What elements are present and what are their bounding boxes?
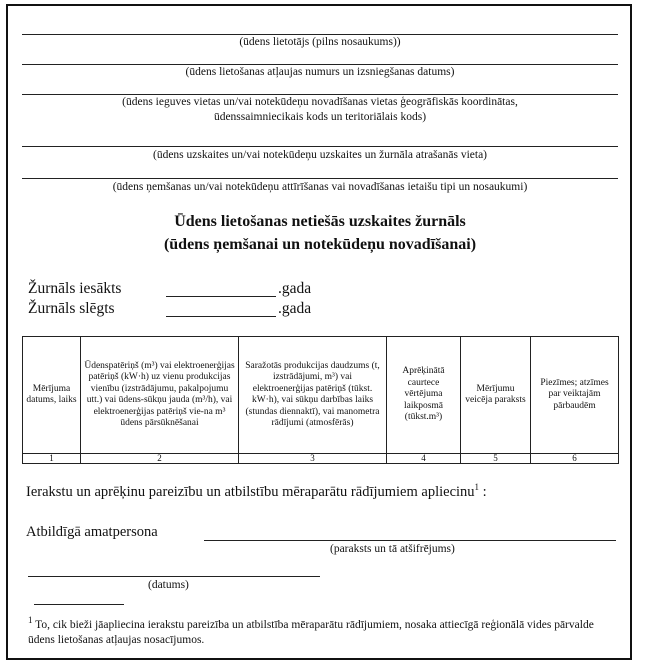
journal-table <box>22 336 619 464</box>
date-caption: (datums) <box>148 579 189 591</box>
responsible-official-label: Atbildīgā amatpersona <box>26 524 158 540</box>
footnote-text: To, cik bieži jāapliecina ierakstu pareizība un atbilstība mēraparātu rādījumiem, nosaka attiecīgā reģionālā vides pārvalde ūdens lietošanas atļaujas nosacījumos. <box>28 618 594 646</box>
footnote <box>28 613 618 648</box>
field-line-facilities <box>22 178 618 179</box>
date-line <box>28 576 320 577</box>
caption-permit: (ūdens lietošanas atļaujas numurs un izsniegšanas datums) <box>185 66 455 78</box>
page-subtitle: (ūdens ņemšanai un notekūdeņu novadīšanai) <box>163 236 477 253</box>
column-number: 3 <box>239 454 387 464</box>
journal-closed-blank <box>166 316 276 317</box>
journal-started-label: Žurnāls iesākts <box>28 280 122 297</box>
footnote-reference: 1 <box>474 482 480 492</box>
column-header-consumption: Ūdenspatēriņš (m³) vai elektroenerģijas patēriņš (kW·h) uz vienu produkcijas vienību (izstrādājumu, pakalpojumu utt.) vai ūdens-sūkņu jauda (m³/h), vai elektroenerģijas patēriņš vie-na m³ ūdens pārsūknēšanai <box>81 337 239 454</box>
journal-closed-year: .gada <box>278 300 312 317</box>
footnote-mark: 1 <box>28 615 33 625</box>
footnote-separator <box>34 604 124 605</box>
signature-caption: (paraksts un tā atšifrējums) <box>330 543 455 555</box>
column-number: 4 <box>387 454 461 464</box>
column-header-production: Saražotās produkcijas daudzums (t, izstrādājumi, m³) vai elektroenerģijas patēriņš (tūkst. kW·h), vai sūkņu darbības laiks (stundas diennaktī), vai manometra rādījumi (atmosfērās) <box>239 337 387 454</box>
column-number: 6 <box>531 454 619 464</box>
certification-colon: : <box>479 483 487 500</box>
page-title: Ūdens lietošanas netiešās uzskaites žurnāls <box>174 213 466 230</box>
column-header-notes: Piezīmes; atzīmes par veiktajām pārbaudēm <box>531 337 619 454</box>
journal-closed-label: Žurnāls slēgts <box>28 300 115 317</box>
table-header-row <box>23 337 619 454</box>
column-number: 1 <box>23 454 81 464</box>
column-number-row <box>23 454 619 464</box>
certification-text: Ierakstu un aprēķinu pareizību un atbilstību mēraparātu rādījumiem apliecinu <box>26 483 475 500</box>
column-header-date: Mērījuma datums, laiks <box>23 337 81 454</box>
caption-water-user: (ūdens lietotājs (pilns nosaukums)) <box>239 36 401 48</box>
journal-started-blank <box>166 296 276 297</box>
column-number: 2 <box>81 454 239 464</box>
certification-statement <box>26 482 487 501</box>
column-header-flow: Aprēķinātā caurtece vērtējuma laikposmā (tūkst.m³) <box>387 337 461 454</box>
column-header-signature: Mērījumu veicēja paraksts <box>461 337 531 454</box>
journal-started-year: .gada <box>278 280 312 297</box>
caption-coordinates: (ūdens ieguves vietas un/vai notekūdeņu novadīšanas vietas ģeogrāfiskās koordinātas, <box>122 96 518 108</box>
caption-journal-place: (ūdens uzskaites un/vai notekūdeņu uzskaites un žurnāla atrašanās vieta) <box>152 149 488 161</box>
signature-line <box>204 540 616 541</box>
caption-facilities: (ūdens ņemšanas un/vai notekūdeņu attīrīšanas vai novadīšanas ietaišu tipi un nosaukumi) <box>112 181 528 193</box>
caption-codes: ūdenssaimniecikais kods un teritoriālais kods) <box>213 111 427 123</box>
field-line-journal-place <box>22 146 618 147</box>
bottom-rule <box>6 658 632 660</box>
column-number: 5 <box>461 454 531 464</box>
